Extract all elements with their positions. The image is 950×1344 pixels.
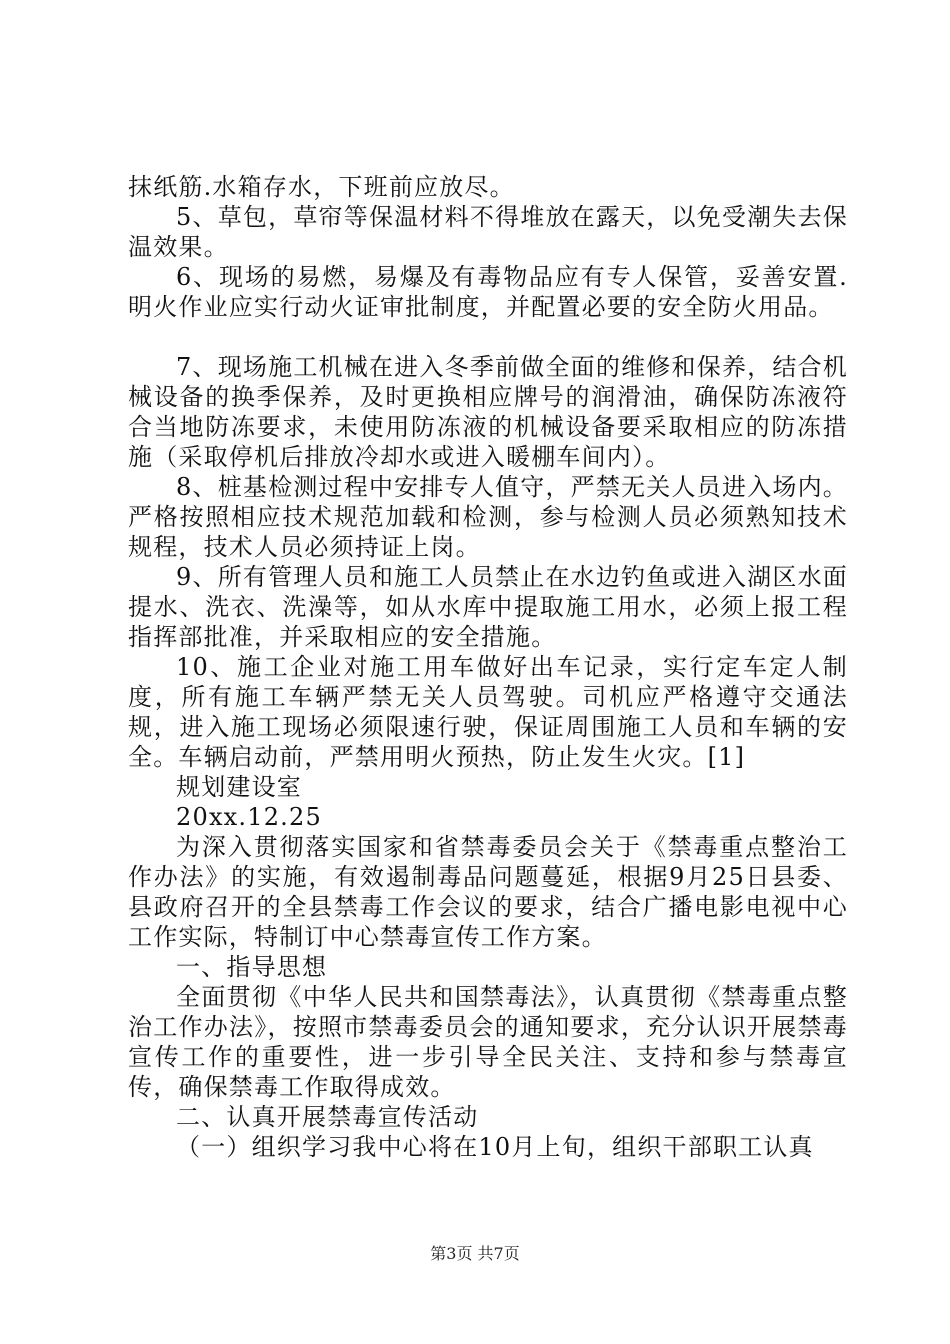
signature-date: 20xx.12.25 [176, 803, 322, 831]
section-heading-2: 二、认真开展禁毒宣传活动 [176, 1103, 479, 1131]
page-number-footer: 第3页 共7页 [430, 1244, 520, 1263]
paragraph-item-8: 8、桩基检测过程中安排专人值守，严禁无关人员进入场内。严格按照相应技术规范加载和检测，参与检测人员必须熟知技术规程，技术人员必须持证上岗。 [128, 473, 848, 561]
section-heading-1: 一、指导思想 [176, 953, 328, 981]
signature-department: 规划建设室 [176, 773, 302, 801]
paragraph-intro: 为深入贯彻落实国家和省禁毒委员会关于《禁毒重点整治工作办法》的实施，有效遏制毒品问题蔓延，根据9月25日县委、县政府召开的全县禁毒工作会议的要求，结合广播电影电视中心工作实际，特制订中心禁毒宣传工作方案。 [128, 833, 848, 951]
paragraph-guiding-thought: 全面贯彻《中华人民共和国禁毒法》，认真贯彻《禁毒重点整治工作办法》，按照市禁毒委员会的通知要求，充分认识开展禁毒宣传工作的重要性，进一步引导全民关注、支持和参与禁毒宣传，确保禁毒工作取得成效。 [128, 983, 848, 1101]
paragraph-item-10: 10、施工企业对施工用车做好出车记录，实行定车定人制度，所有施工车辆严禁无关人员驾驶。司机应严格遵守交通法规，进入施工现场必须限速行驶，保证周围施工人员和车辆的安全。车辆启动前，严禁用明火预热，防止发生火灾。[1] [128, 653, 848, 771]
paragraph-item-9: 9、所有管理人员和施工人员禁止在水边钓鱼或进入湖区水面提水、洗衣、洗澡等，如从水库中提取施工用水，必须上报工程指挥部批准，并采取相应的安全措施。 [128, 563, 848, 651]
paragraph-item-7: 7、现场施工机械在进入冬季前做全面的维修和保养，结合机械设备的换季保养，及时更换相应牌号的润滑油，确保防冻液符合当地防冻要求，未使用防冻液的机械设备要采取相应的防冻措施（采取停机后排放冷却水或进入暖棚车间内）。 [128, 353, 848, 471]
paragraph-continuation: 抹纸筋.水箱存水，下班前应放尽。 [128, 173, 515, 201]
paragraph-item-6: 6、现场的易燃，易爆及有毒物品应有专人保管，妥善安置.明火作业应实行动火证审批制度，并配置必要的安全防火用品。 [128, 263, 848, 321]
document-body [128, 172, 848, 1162]
paragraph-item-5: 5、草包，草帘等保温材料不得堆放在露天，以免受潮失去保温效果。 [128, 203, 848, 261]
blank-line [128, 322, 848, 352]
paragraph-subsection-1: （一）组织学习我中心将在10月上旬，组织干部职工认真 [176, 1133, 814, 1161]
